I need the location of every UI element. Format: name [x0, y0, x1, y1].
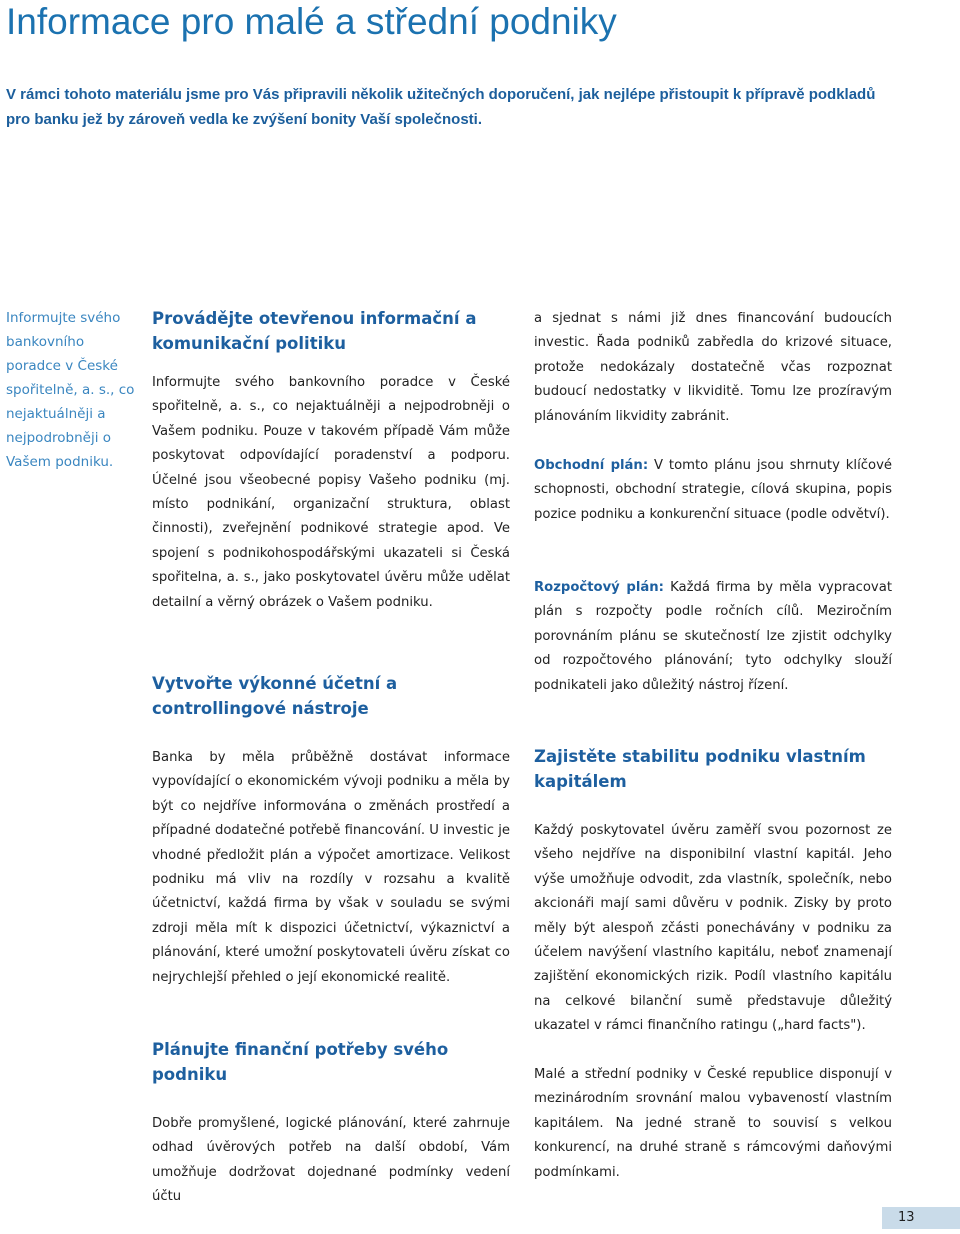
intro-paragraph: V rámci tohoto materiálu jsme pro Vás připravili několik užitečných doporučení, jak nejlépe přistoupit k přípravě podkladů pro banku jež by zároveň vedla ke zvýšení bonity Vaší společnosti.	[6, 86, 876, 128]
section-body-financial-planning: Dobře promyšlené, logické plánování, které zahrnuje odhad úvěrových potřeb na další období, Vám umožňuje dodržovat dojednané podmínky vedení účtu	[152, 1116, 510, 1205]
section-body-communication: Informujte svého bankovního poradce v České spořitelně, a. s., co nejaktuálněji a nejpodrobněji o Vašem podniku. Pouze v takovém případě Vám může poskytovat odpovídající poradenství a podporu. Účelné jsou všeobecné popisy Vašeho podniku (mj. místo podnikání, organizační struktura, oblast činnosti), zveřejnění podnikové strategie apod. Ve spojení s podnikohospodářskými ukazateli si Česká spořitelna, a. s., jako poskytovatel úvěru může udělat detailní a věrný obrázek o Vašem podniku.	[152, 375, 510, 610]
business-plan-paragraph	[534, 454, 892, 527]
page-number: 13	[898, 1210, 915, 1225]
section-heading-financial-planning: Plánujte finanční potřeby svého podniku	[152, 1040, 449, 1084]
section-body-equity: Každý poskytovatel úvěru zaměří svou pozornost ze všeho nejdříve na disponibilní vlastní kapitál. Jeho výše umožňuje odvodit, zda vlastník, společník, nebo akcionáři mají sami důvěru v podnik. Zisky by proto měly být alespoň zčásti ponechávány v podniku za účelem navýšení vlastního kapitálu, neboť znamenají zajištění ekonomických rizik. Podíl vlastního kapitálu na celkové bilanční sumě představuje důležitý ukazatel v rámci finančního ratingu („hard facts").	[534, 823, 892, 1034]
section-body-equity-sme: Malé a střední podniky v České republice disponují v mezinárodním srovnání malou vybaveností vlastním kapitálem. Na jedné straně to souvisí s velkou konkurencí, na druhé straně s rámcovými daňovými podmínkami.	[534, 1067, 892, 1180]
page-number-box	[882, 1207, 960, 1229]
page-title: Informace pro malé a střední podniky	[6, 1, 617, 42]
section-heading-accounting: Vytvořte výkonné účetní a controllingové nástroje	[152, 674, 398, 718]
budget-plan-paragraph	[534, 576, 892, 698]
sidenote: Informujte svého bankovního poradce v České spořitelně, a. s., co nejaktuálněji a nejpodrobněji o Vašem podniku.	[6, 310, 135, 470]
budget-plan-label: Rozpočtový plán:	[534, 580, 664, 595]
section-body-financial-planning-continued: a sjednat s námi již dnes financování budoucích investic. Řada podniků zabředla do krizové situace, protože nedokázaly dostatečně včas rozpoznat budoucí nedostatky v likviditě. Tomu lze prozíravým plánováním likvidity zabránit.	[534, 311, 892, 424]
section-heading-equity: Zajistěte stabilitu podniku vlastním kapitálem	[534, 747, 866, 791]
budget-plan-text: Každá firma by měla vypracovat plán s rozpočty podle ročních cílů. Meziročním porovnáním plánu se skutečností lze zjistit odchylky od rozpočtového plánování; tyto odchylky slouží podnikateli jako důležitý nástroj řízení.	[534, 580, 892, 693]
business-plan-label: Obchodní plán:	[534, 458, 649, 473]
section-heading-communication: Provádějte otevřenou informační a komunikační politiku	[152, 309, 477, 353]
section-body-accounting: Banka by měla průběžně dostávat informace vypovídající o ekonomickém vývoji podniku a měla by být co nejdříve informována o změnách prostředí a případné dodatečné potřebě financování. U investic je vhodné předložit plán a výpočet amortizace. Velikost podniku má vliv na rozdíly v rozsahu a kvalitě účetnictví, každá firma by však v souladu se svými zdroji měla mít k dispozici účetnictví, výkaznictví a plánování, které umožní poskytovateli úvěru získat co nejrychlejší přehled o její ekonomické realitě.	[152, 750, 510, 985]
business-plan-text: V tomto plánu jsou shrnuty klíčové schopnosti, obchodní strategie, cílová skupina, popis pozice podniku a konkurenční situace (podle odvětví).	[534, 458, 892, 522]
